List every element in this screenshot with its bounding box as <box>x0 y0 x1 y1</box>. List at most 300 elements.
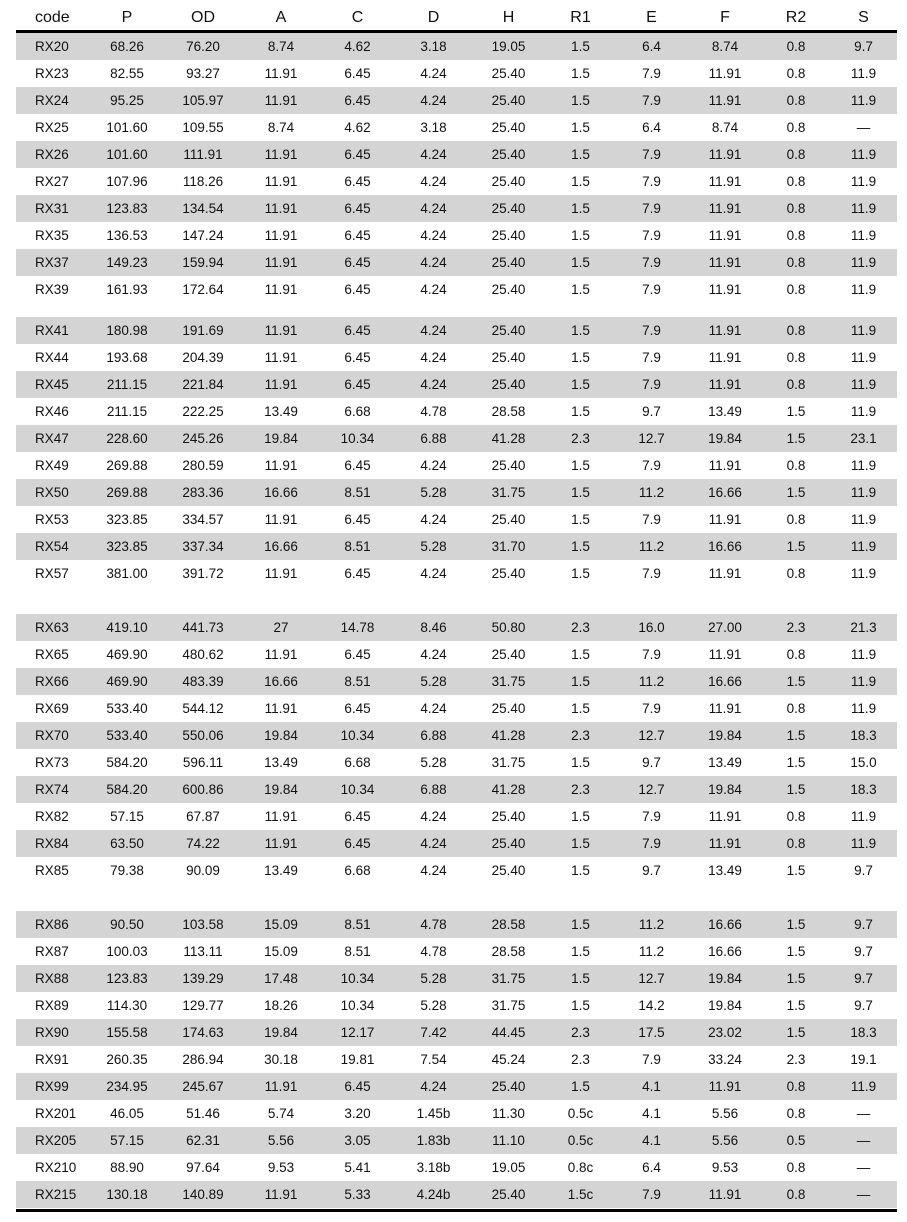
table-cell-d: 4.24 <box>420 512 447 527</box>
table-cell-od: 245.67 <box>182 1079 224 1094</box>
table-cell-d: 4.24 <box>420 147 447 162</box>
row-code-cell: RX53 <box>35 512 69 527</box>
table-cell-a: 11.91 <box>264 323 298 338</box>
table-row <box>16 776 897 803</box>
table-cell-e: 9.7 <box>642 755 661 770</box>
table-cell-r2: 1.5 <box>786 755 806 770</box>
table-cell-e: 7.9 <box>642 566 661 581</box>
table-cell-p: 381.00 <box>106 566 148 581</box>
table-cell-s: — <box>856 1160 871 1175</box>
table-cell-e: 7.9 <box>642 66 661 81</box>
table-row <box>16 830 897 857</box>
table-cell-s: 9.7 <box>854 917 873 932</box>
table-cell-a: 13.49 <box>264 863 298 878</box>
table-cell-r1: 1.5 <box>571 255 590 270</box>
table-cell-e: 7.9 <box>642 458 661 473</box>
table-cell-p: 533.40 <box>106 701 148 716</box>
table-cell-r1: 2.3 <box>571 620 590 635</box>
table-cell-e: 7.9 <box>642 377 661 392</box>
table-cell-f: 19.84 <box>708 998 742 1013</box>
table-cell-r2: 1.5 <box>786 998 806 1013</box>
table-cell-s: 11.9 <box>850 93 877 108</box>
table-cell-p: 136.53 <box>106 228 148 243</box>
row-code-cell: RX35 <box>35 228 69 243</box>
table-cell-c: 5.41 <box>344 1160 371 1175</box>
table-cell-e: 7.9 <box>642 809 661 824</box>
table-cell-c: 6.45 <box>344 201 371 216</box>
table-cell-r2: 0.5 <box>786 1133 806 1148</box>
table-cell-a: 8.74 <box>267 39 295 54</box>
table-cell-s: 11.9 <box>850 836 877 851</box>
table-cell-p: 533.40 <box>106 728 148 743</box>
table-cell-p: 46.05 <box>110 1106 144 1121</box>
row-code-cell: RX70 <box>35 728 69 743</box>
table-cell-c: 6.68 <box>344 755 371 770</box>
table-row <box>16 722 897 749</box>
table-cell-e: 4.1 <box>642 1079 661 1094</box>
table-cell-p: 584.20 <box>106 782 148 797</box>
table-cell-s: — <box>856 120 871 135</box>
table-row <box>16 695 897 722</box>
table-cell-od: 483.39 <box>182 674 224 689</box>
row-code-cell: RX90 <box>35 1025 69 1040</box>
table-cell-r1: 1.5 <box>571 377 590 392</box>
table-cell-e: 12.7 <box>638 782 665 797</box>
table-cell-s: 9.7 <box>854 998 873 1013</box>
header-cell-f: F <box>720 9 730 26</box>
table-cell-h: 31.75 <box>491 674 526 689</box>
table-cell-c: 6.45 <box>344 1079 371 1094</box>
table-cell-r2: 1.5 <box>786 539 806 554</box>
table-cell-d: 4.24 <box>420 809 447 824</box>
table-cell-s: 11.9 <box>850 809 877 824</box>
table-cell-d: 4.24 <box>420 863 447 878</box>
table-cell-f: 11.91 <box>708 147 742 162</box>
table-cell-s: 11.9 <box>850 323 877 338</box>
table-cell-f: 11.91 <box>708 1079 742 1094</box>
table-cell-f: 11.91 <box>708 201 742 216</box>
table-cell-s: 11.9 <box>850 228 877 243</box>
table-cell-d: 4.24 <box>420 566 447 581</box>
table-cell-r1: 1.5 <box>571 836 590 851</box>
table-cell-od: 118.26 <box>182 174 224 189</box>
table-cell-d: 6.88 <box>420 728 447 743</box>
table-cell-c: 6.45 <box>344 566 371 581</box>
table-cell-od: 97.64 <box>186 1160 220 1175</box>
table-cell-r1: 1.5 <box>571 539 590 554</box>
table-cell-a: 18.26 <box>264 998 298 1013</box>
table-cell-c: 3.20 <box>344 1106 371 1121</box>
table-cell-od: 191.69 <box>182 323 224 338</box>
table-cell-od: 544.12 <box>182 701 224 716</box>
table-cell-od: 441.73 <box>182 620 224 635</box>
table-cell-h: 50.80 <box>491 620 526 635</box>
table-cell-p: 234.95 <box>106 1079 148 1094</box>
table-cell-r1: 2.3 <box>571 1025 590 1040</box>
table-cell-p: 180.98 <box>106 323 148 338</box>
table-cell-p: 107.96 <box>106 174 148 189</box>
table-cell-f: 11.91 <box>708 458 742 473</box>
row-code-cell: RX24 <box>35 93 69 108</box>
table-cell-a: 11.91 <box>264 836 298 851</box>
table-cell-r2: 1.5 <box>786 485 806 500</box>
table-cell-h: 25.40 <box>491 647 526 662</box>
table-cell-r1: 1.5 <box>571 201 590 216</box>
table-cell-d: 4.78 <box>420 404 447 419</box>
table-cell-h: 25.40 <box>491 863 526 878</box>
table-cell-h: 25.40 <box>491 512 526 527</box>
table-cell-r1: 1.5 <box>571 147 590 162</box>
table-cell-s: 9.7 <box>854 863 873 878</box>
ring-joint-table <box>16 6 897 1212</box>
table-cell-d: 3.18 <box>420 120 447 135</box>
table-cell-h: 25.40 <box>491 228 526 243</box>
table-cell-d: 4.24 <box>420 174 447 189</box>
table-cell-h: 25.40 <box>491 1079 526 1094</box>
table-row <box>16 114 897 141</box>
table-cell-f: 5.56 <box>711 1133 739 1148</box>
table-cell-e: 7.9 <box>642 174 661 189</box>
table-cell-r2: 0.8 <box>786 377 806 392</box>
table-cell-r2: 0.8 <box>786 1079 806 1094</box>
row-code-cell: RX37 <box>35 255 69 270</box>
table-cell-c: 14.78 <box>340 620 375 635</box>
table-cell-f: 19.84 <box>708 971 742 986</box>
table-cell-od: 93.27 <box>186 66 220 81</box>
table-cell-r2: 0.8 <box>786 647 806 662</box>
table-cell-r1: 0.5c <box>567 1133 594 1148</box>
table-cell-e: 12.7 <box>638 728 665 743</box>
header-cell-s: S <box>858 9 869 26</box>
table-cell-f: 13.49 <box>708 755 742 770</box>
table-cell-a: 11.91 <box>264 174 298 189</box>
table-row <box>16 1127 897 1154</box>
table-cell-d: 4.24 <box>420 647 447 662</box>
table-cell-s: 11.9 <box>850 701 877 716</box>
table-cell-d: 7.42 <box>420 1025 447 1040</box>
table-cell-r1: 1.5 <box>571 512 590 527</box>
table-cell-a: 11.91 <box>264 93 298 108</box>
row-code-cell: RX84 <box>35 836 69 851</box>
table-cell-e: 4.1 <box>642 1133 661 1148</box>
table-cell-f: 11.91 <box>708 350 742 365</box>
table-cell-h: 28.58 <box>491 917 526 932</box>
table-cell-e: 7.9 <box>642 93 661 108</box>
table-cell-d: 6.88 <box>420 782 447 797</box>
row-code-cell: RX69 <box>35 701 69 716</box>
table-cell-c: 8.51 <box>344 539 371 554</box>
table-cell-p: 130.18 <box>106 1187 148 1202</box>
table-cell-c: 19.81 <box>340 1052 375 1067</box>
row-code-cell: RX66 <box>35 674 69 689</box>
group-spacer <box>16 303 897 317</box>
table-cell-r2: 1.5 <box>786 863 806 878</box>
table-cell-c: 10.34 <box>340 728 375 743</box>
table-cell-f: 11.91 <box>708 323 742 338</box>
table-cell-d: 4.24 <box>420 836 447 851</box>
table-cell-s: 11.9 <box>850 404 877 419</box>
table-cell-c: 5.33 <box>344 1187 371 1202</box>
table-cell-r1: 1.5 <box>571 485 590 500</box>
table-cell-r2: 0.8 <box>786 228 806 243</box>
row-code-cell: RX50 <box>35 485 69 500</box>
table-cell-d: 4.24 <box>420 458 447 473</box>
table-cell-a: 5.74 <box>267 1106 295 1121</box>
table-cell-r2: 0.8 <box>786 458 806 473</box>
table-cell-a: 19.84 <box>264 1025 298 1040</box>
table-cell-f: 11.91 <box>708 255 742 270</box>
row-code-cell: RX23 <box>35 66 69 81</box>
table-cell-e: 7.9 <box>642 255 661 270</box>
table-cell-r2: 0.8 <box>786 350 806 365</box>
table-cell-a: 11.91 <box>264 282 298 297</box>
table-cell-a: 17.48 <box>264 971 298 986</box>
table-cell-od: 90.09 <box>186 863 220 878</box>
table-cell-od: 51.46 <box>186 1106 220 1121</box>
table-cell-r2: 2.3 <box>786 620 806 635</box>
table-cell-a: 5.56 <box>267 1133 295 1148</box>
table-cell-s: 11.9 <box>850 201 877 216</box>
table-cell-c: 12.17 <box>340 1025 375 1040</box>
table-cell-a: 19.84 <box>264 728 298 743</box>
table-cell-a: 11.91 <box>264 201 298 216</box>
header-cell-e: E <box>646 9 657 26</box>
table-cell-p: 149.23 <box>106 255 148 270</box>
row-code-cell: RX41 <box>35 323 69 338</box>
table-cell-a: 19.84 <box>264 431 298 446</box>
table-row <box>16 857 897 884</box>
table-cell-h: 41.28 <box>491 782 526 797</box>
table-cell-r1: 1.5 <box>571 228 590 243</box>
table-cell-s: 21.3 <box>850 620 877 635</box>
table-row <box>16 141 897 168</box>
table-cell-a: 11.91 <box>264 66 298 81</box>
table-cell-d: 4.24 <box>420 228 447 243</box>
table-cell-r1: 1.5 <box>571 323 590 338</box>
table-cell-e: 14.2 <box>638 998 665 1013</box>
row-code-cell: RX74 <box>35 782 69 797</box>
row-code-cell: RX31 <box>35 201 69 216</box>
table-cell-c: 3.05 <box>344 1133 371 1148</box>
table-cell-c: 6.45 <box>344 836 371 851</box>
row-code-cell: RX47 <box>35 431 69 446</box>
table-cell-p: 323.85 <box>106 512 148 527</box>
table-cell-f: 11.91 <box>708 174 742 189</box>
table-cell-r2: 0.8 <box>786 282 806 297</box>
group-spacer <box>16 884 897 911</box>
group-spacer <box>16 587 897 614</box>
table-cell-e: 7.9 <box>642 350 661 365</box>
row-code-cell: RX215 <box>35 1187 77 1202</box>
table-cell-h: 25.40 <box>491 809 526 824</box>
table-cell-h: 25.40 <box>491 93 526 108</box>
table-cell-e: 6.4 <box>642 1160 661 1175</box>
table-cell-r1: 1.5 <box>571 93 590 108</box>
table-cell-h: 25.40 <box>491 147 526 162</box>
table-cell-od: 159.94 <box>182 255 224 270</box>
table-cell-e: 16.0 <box>638 620 665 635</box>
table-cell-r2: 0.8 <box>786 512 806 527</box>
table-cell-od: 139.29 <box>182 971 224 986</box>
table-cell-od: 245.26 <box>182 431 224 446</box>
table-cell-p: 63.50 <box>110 836 144 851</box>
table-cell-f: 11.91 <box>708 512 742 527</box>
row-code-cell: RX25 <box>35 120 69 135</box>
table-cell-r1: 1.5 <box>571 120 590 135</box>
table-cell-c: 10.34 <box>340 998 375 1013</box>
table-cell-c: 8.51 <box>344 917 371 932</box>
table-cell-h: 44.45 <box>491 1025 526 1040</box>
table-cell-a: 11.91 <box>264 566 298 581</box>
table-cell-r2: 1.5 <box>786 728 806 743</box>
header-cell-h: H <box>502 9 515 26</box>
table-cell-s: 15.0 <box>850 755 877 770</box>
table-cell-c: 6.45 <box>344 323 371 338</box>
table-cell-a: 11.91 <box>264 255 298 270</box>
table-cell-d: 4.24 <box>420 1079 447 1094</box>
table-cell-r1: 0.8c <box>567 1160 594 1175</box>
table-cell-f: 11.91 <box>708 228 742 243</box>
table-cell-a: 11.91 <box>264 647 298 662</box>
table-row <box>16 749 897 776</box>
table-cell-p: 123.83 <box>106 971 148 986</box>
table-cell-h: 28.58 <box>491 944 526 959</box>
table-cell-r2: 0.8 <box>786 1187 806 1202</box>
table-cell-f: 11.91 <box>708 66 742 81</box>
table-cell-d: 3.18 <box>420 39 447 54</box>
table-cell-r2: 1.5 <box>786 971 806 986</box>
table-row <box>16 276 897 303</box>
table-cell-p: 323.85 <box>106 539 148 554</box>
table-cell-h: 25.40 <box>491 201 526 216</box>
table-cell-c: 6.45 <box>344 228 371 243</box>
row-code-cell: RX87 <box>35 944 69 959</box>
table-cell-f: 11.91 <box>708 836 742 851</box>
table-cell-d: 4.24 <box>420 201 447 216</box>
table-cell-e: 11.2 <box>638 485 665 500</box>
table-cell-r2: 0.8 <box>786 1106 806 1121</box>
table-cell-s: — <box>856 1106 871 1121</box>
table-cell-d: 4.24 <box>420 282 447 297</box>
table-cell-s: 18.3 <box>850 728 877 743</box>
table-row <box>16 506 897 533</box>
table-cell-c: 6.45 <box>344 809 371 824</box>
table-cell-r1: 1.5 <box>571 404 590 419</box>
table-cell-d: 5.28 <box>420 998 447 1013</box>
table-cell-a: 11.91 <box>264 147 298 162</box>
table-cell-c: 8.51 <box>344 674 371 689</box>
table-cell-c: 6.45 <box>344 174 371 189</box>
table-cell-od: 480.62 <box>182 647 224 662</box>
header-cell-p: P <box>121 9 133 26</box>
header-cell-r1: R1 <box>570 9 591 26</box>
table-row <box>16 249 897 276</box>
table-cell-d: 4.24 <box>420 701 447 716</box>
table-cell-od: 172.64 <box>182 282 224 297</box>
table-cell-h: 25.40 <box>491 701 526 716</box>
table-cell-od: 600.86 <box>182 782 224 797</box>
table-cell-r2: 0.8 <box>786 701 806 716</box>
row-code-cell: RX26 <box>35 147 69 162</box>
table-cell-h: 25.40 <box>491 66 526 81</box>
table-cell-s: 11.9 <box>850 350 877 365</box>
table-cell-r2: 0.8 <box>786 66 806 81</box>
table-cell-od: 134.54 <box>182 201 224 216</box>
table-cell-c: 10.34 <box>340 782 375 797</box>
table-cell-s: 11.9 <box>850 539 877 554</box>
table-cell-r1: 1.5c <box>567 1187 594 1202</box>
table-cell-p: 211.15 <box>106 377 148 392</box>
table-cell-a: 11.91 <box>264 512 298 527</box>
table-cell-r2: 0.8 <box>786 255 806 270</box>
table-cell-c: 8.51 <box>344 944 371 959</box>
table-cell-r1: 1.5 <box>571 647 590 662</box>
table-cell-s: 23.1 <box>850 431 877 446</box>
table-cell-f: 16.66 <box>708 944 742 959</box>
table-cell-s: 9.7 <box>854 971 873 986</box>
table-cell-a: 15.09 <box>264 944 298 959</box>
table-cell-d: 4.24 <box>420 323 447 338</box>
table-cell-r2: 2.3 <box>786 1052 806 1067</box>
row-code-cell: RX201 <box>35 1106 77 1121</box>
table-cell-c: 4.62 <box>344 39 371 54</box>
table-cell-od: 334.57 <box>182 512 224 527</box>
table-cell-d: 4.24 <box>420 255 447 270</box>
table-cell-r1: 0.5c <box>567 1106 594 1121</box>
table-cell-p: 161.93 <box>106 282 148 297</box>
table-cell-od: 103.58 <box>182 917 224 932</box>
table-cell-a: 16.66 <box>264 674 298 689</box>
table-cell-f: 27.00 <box>708 620 742 635</box>
table-cell-e: 11.2 <box>638 944 665 959</box>
table-row <box>16 222 897 249</box>
table-cell-c: 6.45 <box>344 647 371 662</box>
table-cell-h: 25.40 <box>491 836 526 851</box>
table-cell-od: 280.59 <box>182 458 224 473</box>
table-row <box>16 60 897 87</box>
table-cell-f: 11.91 <box>708 701 742 716</box>
table-cell-r2: 0.8 <box>786 174 806 189</box>
table-cell-f: 11.91 <box>708 647 742 662</box>
table-cell-f: 16.66 <box>708 674 742 689</box>
table-cell-od: 550.06 <box>182 728 224 743</box>
row-code-cell: RX65 <box>35 647 69 662</box>
table-cell-e: 12.7 <box>638 971 665 986</box>
table-row <box>16 533 897 560</box>
table-cell-r1: 1.5 <box>571 809 590 824</box>
table-cell-s: — <box>856 1133 871 1148</box>
table-cell-h: 41.28 <box>491 431 526 446</box>
row-code-cell: RX46 <box>35 404 69 419</box>
table-cell-p: 88.90 <box>110 1160 144 1175</box>
table-cell-a: 16.66 <box>264 539 298 554</box>
table-cell-r1: 1.5 <box>571 174 590 189</box>
table-cell-a: 13.49 <box>264 404 298 419</box>
table-cell-f: 11.91 <box>708 377 742 392</box>
table-cell-a: 13.49 <box>264 755 298 770</box>
table-cell-h: 31.75 <box>491 755 526 770</box>
table-cell-s: 11.9 <box>850 66 877 81</box>
row-code-cell: RX57 <box>35 566 69 581</box>
table-cell-r1: 1.5 <box>571 998 590 1013</box>
table-row <box>16 1019 897 1046</box>
table-row <box>16 1073 897 1100</box>
table-cell-f: 23.02 <box>708 1025 742 1040</box>
table-cell-h: 11.30 <box>492 1106 525 1121</box>
table-cell-c: 4.62 <box>344 120 371 135</box>
table-cell-e: 9.7 <box>642 863 661 878</box>
table-cell-p: 101.60 <box>106 147 148 162</box>
